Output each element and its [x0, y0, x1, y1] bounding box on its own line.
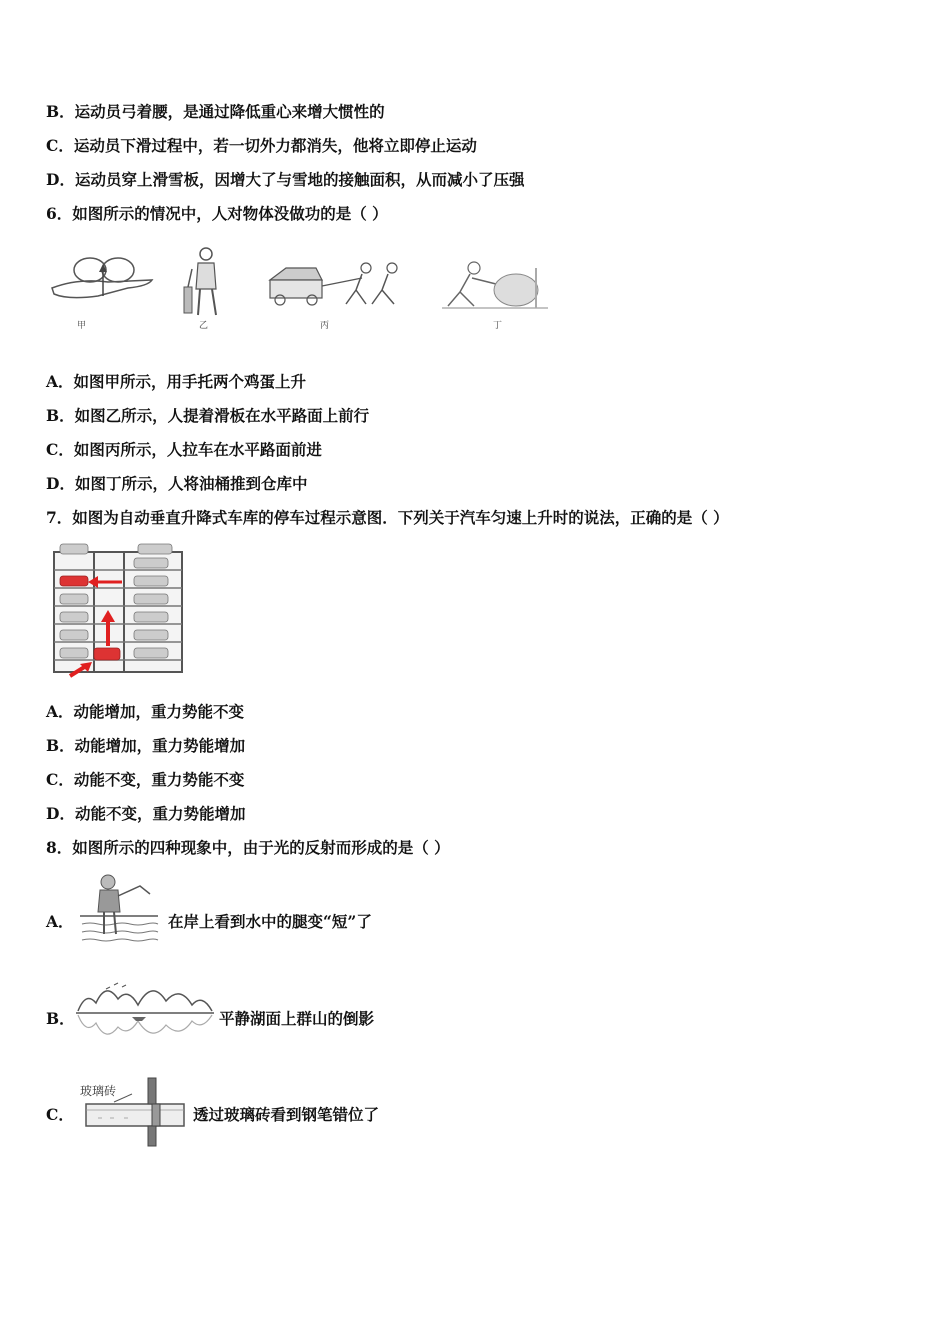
caption-ding: 丁: [493, 321, 503, 331]
q6-option-c: C．如图丙所示，人拉车在水平路面前进: [46, 440, 322, 459]
person-legs-in-water-figure: [78, 872, 160, 944]
q8-stem: 8．如图所示的四种现象中，由于光的反射而形成的是（ ）: [46, 838, 450, 857]
glass-brick-pen-figure: [78, 1074, 188, 1148]
hand-eggs-figure: [48, 250, 158, 310]
q8-option-a-text: 在岸上看到水中的腿变“短”了: [168, 912, 372, 931]
q7-option-a: A．动能增加，重力势能不变: [46, 702, 245, 721]
people-pulling-cart-figure: [266, 258, 411, 313]
q8-option-a-letter: A．: [46, 912, 74, 931]
q5-option-d: D．运动员穿上滑雪板，因增大了与雪地的接触面积，从而减小了压强: [46, 170, 525, 189]
q7-option-c: C．动能不变，重力势能不变: [46, 770, 245, 789]
q7-option-b: B．动能增加，重力势能增加: [46, 736, 246, 755]
q5-option-c: C．运动员下滑过程中，若一切外力都消失，他将立即停止运动: [46, 136, 477, 155]
q6-option-d: D．如图丁所示，人将油桶推到仓库中: [46, 474, 308, 493]
q6-option-a: A．如图甲所示，用手托两个鸡蛋上升: [46, 372, 307, 391]
q8-option-c-letter: C．: [46, 1105, 74, 1124]
q8-option-b-letter: B．: [46, 1009, 75, 1028]
q7-option-d: D．动能不变，重力势能增加: [46, 804, 246, 823]
q7-stem: 7．如图为自动垂直升降式车库的停车过程示意图．下列关于汽车匀速上升时的说法，正确的是（ ）: [46, 508, 729, 527]
caption-jia: 甲: [77, 321, 87, 331]
q6-stem: 6．如图所示的情况中，人对物体没做功的是（ ）: [46, 204, 388, 223]
garage-lift-figure: [48, 542, 188, 678]
q8-option-c-text: 透过玻璃砖看到钢笔错位了: [193, 1105, 380, 1124]
mountain-reflection-figure: [76, 975, 214, 1045]
person-pushing-barrel-figure: [438, 258, 553, 318]
caption-bing: 丙: [320, 321, 330, 331]
q5-option-b: B．运动员弓着腰，是通过降低重心来增大惯性的: [46, 102, 385, 121]
glass-brick-label: 玻璃砖: [80, 1084, 117, 1098]
person-skateboard-figure: [180, 245, 230, 320]
caption-yi: 乙: [199, 321, 209, 331]
q8-option-b-text: 平静湖面上群山的倒影: [219, 1009, 375, 1028]
q6-option-b: B．如图乙所示，人提着滑板在水平路面上前行: [46, 406, 370, 425]
